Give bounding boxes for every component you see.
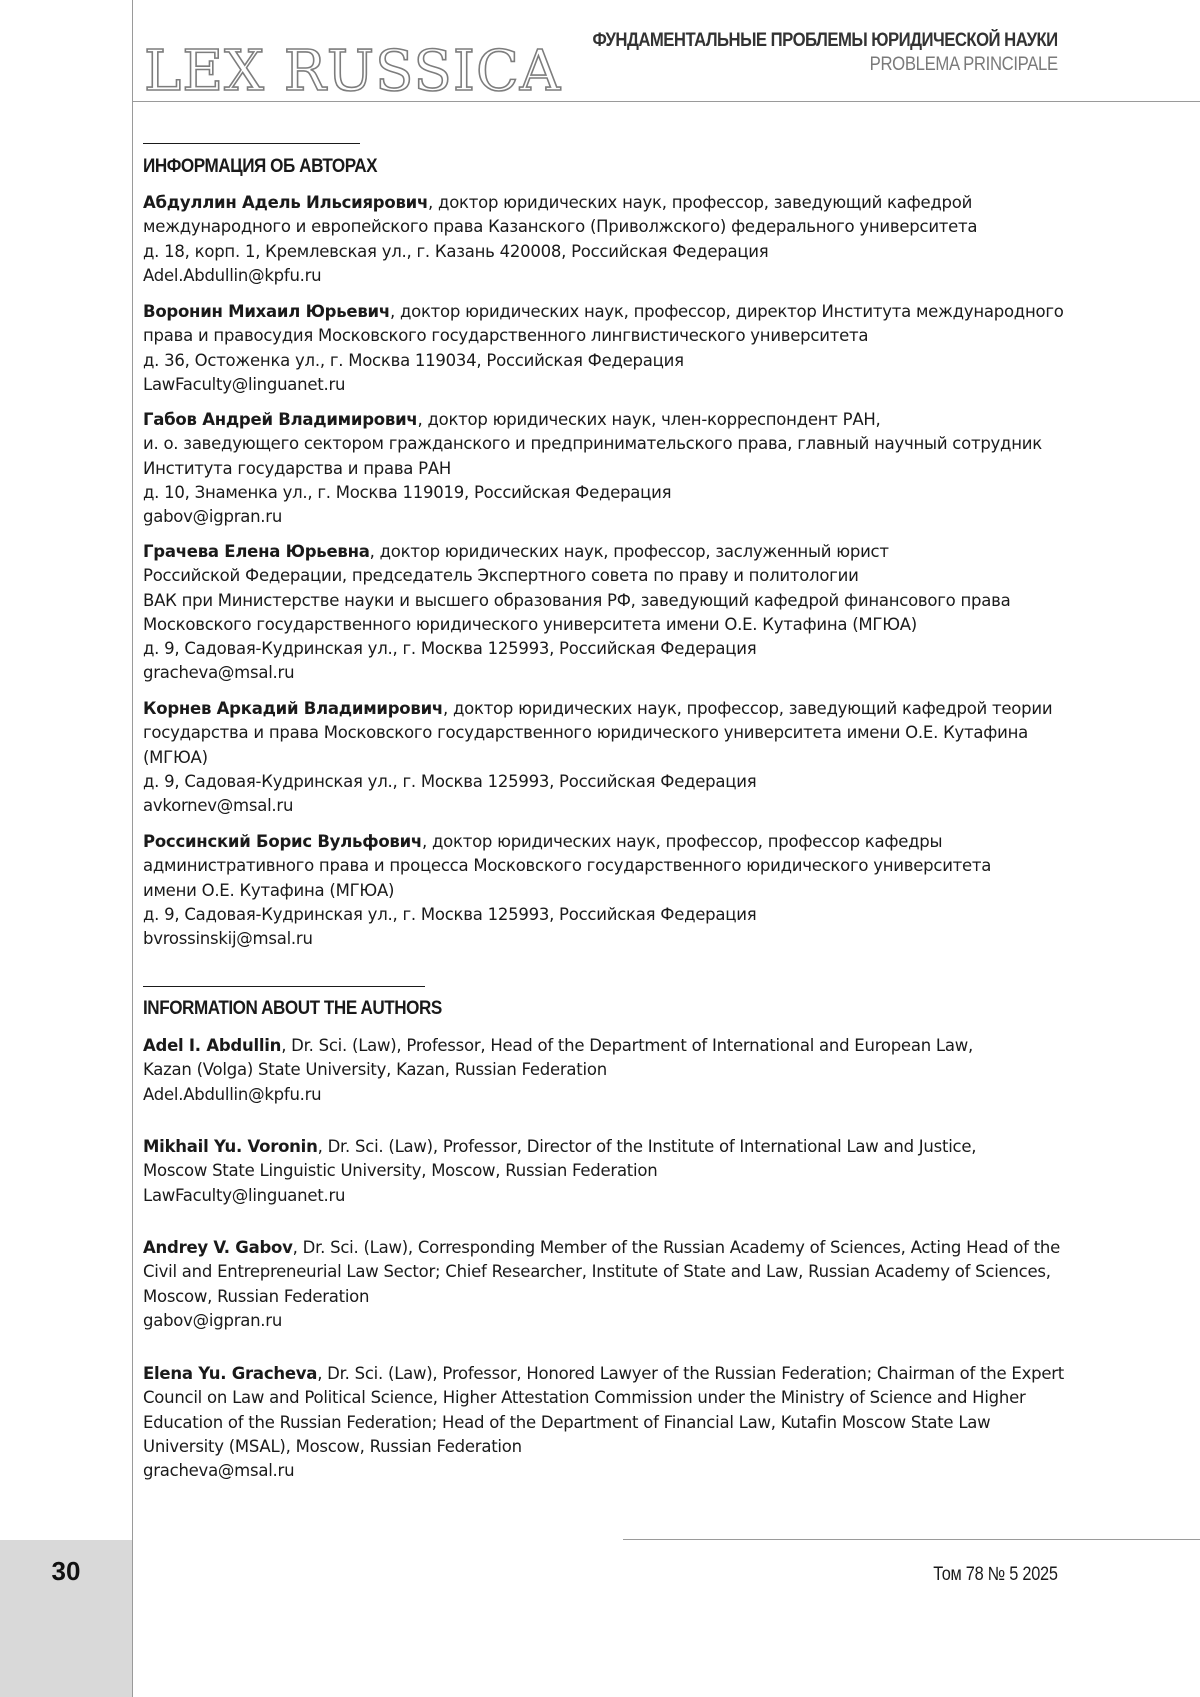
author-name: Mikhail Yu. Voronin <box>143 1137 318 1156</box>
author-name: Корнев Аркадий Владимирович <box>143 699 443 718</box>
ru-author-kornev <box>143 697 1083 818</box>
ru-section-title: ИНФОРМАЦИЯ ОБ АВТОРАХ <box>143 156 377 178</box>
ru-author-gabov <box>143 408 1083 529</box>
ru-author-rossinsky <box>143 830 1083 951</box>
author-name: Грачева Елена Юрьевна <box>143 542 370 561</box>
author-line: имени О.Е. Кутафина (МГЮА) <box>143 879 1083 903</box>
author-name: Абдуллин Адель Ильсиярович <box>143 193 428 212</box>
author-line: д. 9, Садовая-Кудринская ул., г. Москва 125993, Российская Федерация <box>143 637 1083 661</box>
author-line: , доктор юридических наук, профессор, профессор кафедры <box>422 832 942 851</box>
author-line: Civil and Entrepreneurial Law Sector; Chief Researcher, Institute of State and Law, Russian Academy of Sciences, <box>143 1260 1083 1284</box>
author-name: Россинский Борис Вульфович <box>143 832 422 851</box>
author-name: Воронин Михаил Юрьевич <box>143 302 390 321</box>
author-line: д. 18, корп. 1, Кремлевская ул., г. Казань 420008, Российская Федерация <box>143 240 1083 264</box>
author-line: , доктор юридических наук, профессор, заслуженный юрист <box>370 542 889 561</box>
author-email: bvrossinskij@msal.ru <box>143 927 1083 951</box>
author-email: Adel.Abdullin@kpfu.ru <box>143 264 1083 288</box>
ru-author-gracheva <box>143 540 1083 686</box>
author-line: международного и европейского права Казанского (Приволжского) федерального университета <box>143 215 1083 239</box>
author-line: Council on Law and Political Science, Higher Attestation Commission under the Ministry of Science and Higher <box>143 1386 1083 1410</box>
author-line: , Dr. Sci. (Law), Professor, Honored Lawyer of the Russian Federation; Chairman of the Expert <box>317 1364 1064 1383</box>
author-line: д. 9, Садовая-Кудринская ул., г. Москва 125993, Российская Федерация <box>143 770 1083 794</box>
en-section-title: INFORMATION ABOUT THE AUTHORS <box>143 998 442 1020</box>
en-author-voronin <box>143 1135 1083 1208</box>
rubric-en: PROBLEMA PRINCIPALE <box>870 54 1058 76</box>
author-line: , доктор юридических наук, профессор, заведующий кафедрой <box>428 193 972 212</box>
en-section-rule <box>143 986 425 987</box>
left-margin-rule <box>132 0 133 1697</box>
author-email: Adel.Abdullin@kpfu.ru <box>143 1083 1083 1107</box>
author-line: , Dr. Sci. (Law), Professor, Director of the Institute of International Law and Justice, <box>318 1137 977 1156</box>
author-line: Moscow, Russian Federation <box>143 1285 1083 1309</box>
author-name: Andrey V. Gabov <box>143 1238 293 1257</box>
author-email: gracheva@msal.ru <box>143 1459 1083 1483</box>
author-line: д. 10, Знаменка ул., г. Москва 119019, Российская Федерация <box>143 481 1083 505</box>
author-line: University (MSAL), Moscow, Russian Federation <box>143 1435 1083 1459</box>
author-line: государства и права Московского государственного юридического университета имени О.Е. Кутафина <box>143 721 1083 745</box>
author-name: Габов Андрей Владимирович <box>143 410 417 429</box>
author-email: LawFaculty@linguanet.ru <box>143 373 1083 397</box>
author-email: gracheva@msal.ru <box>143 661 1083 685</box>
author-line: (МГЮА) <box>143 746 1083 770</box>
en-author-gabov <box>143 1236 1083 1333</box>
author-email: gabov@igpran.ru <box>143 505 1083 529</box>
en-author-gracheva <box>143 1362 1083 1483</box>
author-line: , Dr. Sci. (Law), Corresponding Member of the Russian Academy of Sciences, Acting Head of the <box>293 1238 1060 1257</box>
author-name: Elena Yu. Gracheva <box>143 1364 317 1383</box>
rubric-ru: ФУНДАМЕНТАЛЬНЫЕ ПРОБЛЕМЫ ЮРИДИЧЕСКОЙ НАУКИ <box>593 30 1058 52</box>
ru-author-abdullin <box>143 191 1083 288</box>
author-line: , Dr. Sci. (Law), Professor, Head of the Department of International and European Law, <box>281 1036 973 1055</box>
author-email: avkornev@msal.ru <box>143 794 1083 818</box>
author-line: Московского государственного юридического университета имени О.Е. Кутафина (МГЮА) <box>143 613 1083 637</box>
ru-author-voronin <box>143 300 1083 397</box>
author-line: ВАК при Министерстве науки и высшего образования РФ, заведующий кафедрой финансового права <box>143 589 1083 613</box>
author-name: Adel I. Abdullin <box>143 1036 281 1055</box>
issue-info: Том 78 № 5 2025 <box>934 1564 1058 1586</box>
author-line: Education of the Russian Federation; Head of the Department of Financial Law, Kutafin Moscow State Law <box>143 1411 1083 1435</box>
journal-logo: LEX RUSSICA <box>144 38 464 106</box>
footer-rule <box>623 1539 1200 1540</box>
ru-section-rule <box>143 143 360 144</box>
author-line: Kazan (Volga) State University, Kazan, Russian Federation <box>143 1058 1083 1082</box>
author-line: , доктор юридических наук, профессор, заведующий кафедрой теории <box>443 699 1052 718</box>
author-line: д. 36, Остоженка ул., г. Москва 119034, Российская Федерация <box>143 349 1083 373</box>
author-line: Института государства и права РАН <box>143 457 1083 481</box>
author-email: gabov@igpran.ru <box>143 1309 1083 1333</box>
author-email: LawFaculty@linguanet.ru <box>143 1184 1083 1208</box>
author-line: , доктор юридических наук, член-корреспондент РАН, <box>417 410 880 429</box>
author-line: , доктор юридических наук, профессор, директор Института международного <box>390 302 1064 321</box>
author-line: административного права и процесса Московского государственного юридического университета <box>143 854 1083 878</box>
author-line: Moscow State Linguistic University, Moscow, Russian Federation <box>143 1159 1083 1183</box>
author-line: права и правосудия Московского государственного лингвистического университета <box>143 324 1083 348</box>
author-line: д. 9, Садовая-Кудринская ул., г. Москва 125993, Российская Федерация <box>143 903 1083 927</box>
page-number: 30 <box>0 1556 132 1587</box>
en-author-abdullin <box>143 1034 1083 1107</box>
author-line: Российской Федерации, председатель Экспертного совета по праву и политологии <box>143 564 1083 588</box>
author-line: и. о. заведующего сектором гражданского и предпринимательского права, главный научный сотрудник <box>143 432 1083 456</box>
